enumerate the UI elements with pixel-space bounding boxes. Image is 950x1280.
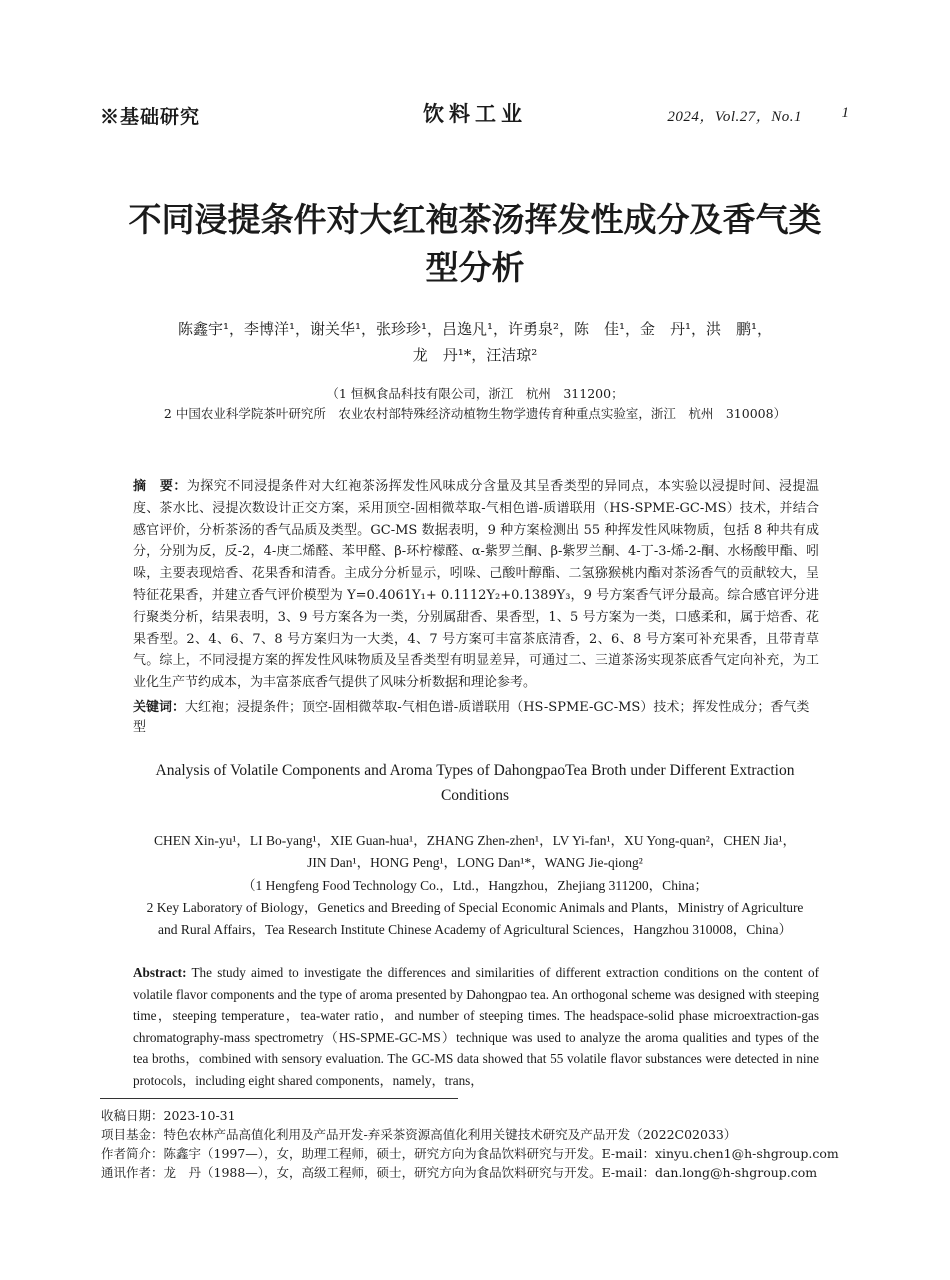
footnote-fund: 项目基金：特色农林产品高值化利用及产品开发-弃采茶资源高值化利用关键技术研究及产品开发（2022C02033）	[101, 1127, 737, 1142]
affiliation-en-line-2: 2 Key Laboratory of Biology，Genetics and Breeding of Special Economic Animals and Plants，Ministry of Agriculture	[146, 900, 804, 915]
authors-cn-line-1: 陈鑫宇¹，李博洋¹，谢关华¹，张珍珍¹，吕逸凡¹，许勇泉²，陈 佳¹，金 丹¹，洪 鹏¹，	[177, 320, 773, 338]
authors-cn-line-2: 龙 丹¹*，汪洁琼²	[412, 346, 538, 364]
footnote-author-bio: 作者简介：陈鑫宇（1997—），女，助理工程师，硕士，研究方向为食品饮料研究与开发。E-mail：xinyu.chen1@h-shgroup.com	[101, 1146, 839, 1161]
footnotes	[101, 1106, 861, 1182]
article-title-en: Analysis of Volatile Components and Aroma Types of DahongpaoTea Broth under Different Extraction Conditions	[155, 762, 795, 804]
abstract-cn-text: 为探究不同浸提条件对大红袍茶汤挥发性风味成分含量及其呈香类型的异同点，本实验以浸提时间、浸提温度、茶水比、浸提次数设计正交方案，采用顶空-固相微萃取-气相色谱-质谱联用（HS-SPME-GC-MS）技术，并结合感官评价，分析茶汤的香气品质及类型。GC-MS 数据表明，9 种方案检测出 55 种挥发性风味物质，包括 8 种共有成分，分别为反，反-2，4-庚二烯醛、苯甲醛、β-环柠檬醛、α-紫罗兰酮、β-紫罗兰酮、4-丁-3-烯-2-酮、水杨酸甲酯、吲哚，主要表现焙香、花果香和清香。主成分分析显示，吲哚、己酸叶醇酯、二氢猕猴桃内酯对茶汤香气的贡献较大，呈特征花果香，并建立香气评价模型为 Y=0.4061Y₁+ 0.1112Y₂+0.1389Y₃，9 号方案香气评分最高。综合感官评分进行聚类分析，结果表明，3、9 号方案各为一类，分别属甜香、果香型，1、5 号方案为一类，口感柔和，属于焙香、花果香型。2、4、6、7、8 号方案归为一大类，4、7 号方案可丰富茶底清香，2、6、8 号方案可补充果香，且带青草气。综上，不同浸提方案的挥发性风味物质及呈香类型有明显差异，可通过二、三道茶汤实现茶底香气定向补充，为工业化生产节约成本，为丰富茶底香气提供了风味分析数据和理论参考。	[133, 479, 819, 691]
footnote-divider	[100, 1098, 458, 1099]
affiliation-en-line-3: and Rural Affairs，Tea Research Institute Chinese Academy of Agricultural Sciences，Hangzhou 310008，China）	[158, 922, 792, 937]
abstract-cn	[133, 476, 819, 694]
section-label: ※基础研究	[100, 106, 201, 128]
abstract-en	[133, 962, 819, 1092]
article-title-cn: 不同浸提条件对大红袍茶汤挥发性成分及香气类型分析	[128, 200, 822, 287]
keywords-cn-text: 大红袍；浸提条件；顶空-固相微萃取-气相色谱-质谱联用（HS-SPME-GC-MS）技术；挥发性成分；香气类型	[133, 700, 810, 735]
keywords-cn	[133, 698, 819, 738]
abstract-en-label: Abstract:	[133, 965, 187, 980]
journal-name: 饮料工业	[423, 101, 527, 126]
abstract-cn-label: 摘 要：	[133, 479, 187, 494]
page-number: 1	[841, 105, 849, 121]
footnote-received: 收稿日期：2023-10-31	[101, 1108, 236, 1123]
page-header	[0, 96, 950, 130]
abstract-en-text: The study aimed to investigate the differences and similarities of different extraction conditions on the content of volatile flavor components and the type of aroma presented by Dahongpao tea. An orthogonal scheme was designed with steeping time，steeping temperature，tea-water ratio，and number of steeping times. The headspace-solid phase microextraction-gas chromatography-mass spectrometry（HS-SPME-GC-MS）technique was used to analyze the aroma qualities and types of the tea broths，combined with sensory evaluation. The GC-MS data showed that 55 volatile flavor substances were detected in nine protocols，including eight shared components，namely，trans，	[133, 965, 819, 1088]
issue-info: 2024，Vol.27，No.1	[667, 109, 802, 125]
affiliation-cn-line-1: （1 恒枫食品科技有限公司，浙江 杭州 311200；	[326, 386, 624, 401]
footnote-corresponding: 通讯作者：龙 丹（1988—），女，高级工程师，硕士，研究方向为食品饮料研究与开发。E-mail：dan.long@h-shgroup.com	[101, 1165, 818, 1180]
authors-en-line-2: JIN Dan¹，HONG Peng¹，LONG Dan¹*，WANG Jie-qiong²	[307, 855, 643, 870]
keywords-cn-label: 关键词：	[133, 700, 186, 715]
authors-en-line-1: CHEN Xin-yu¹，LI Bo-yang¹，XIE Guan-hua¹，ZHANG Zhen-zhen¹，LV Yi-fan¹，XU Yong-quan²，CHEN Jia¹，	[154, 833, 796, 848]
affiliation-en-line-1: （1 Hengfeng Food Technology Co.，Ltd.，Hangzhou，Zhejiang 311200，China；	[242, 878, 708, 893]
affiliation-cn-line-2: 2 中国农业科学院茶叶研究所 农业农村部特殊经济动植物生物学遗传育种重点实验室，浙江 杭州 310008）	[163, 406, 787, 421]
